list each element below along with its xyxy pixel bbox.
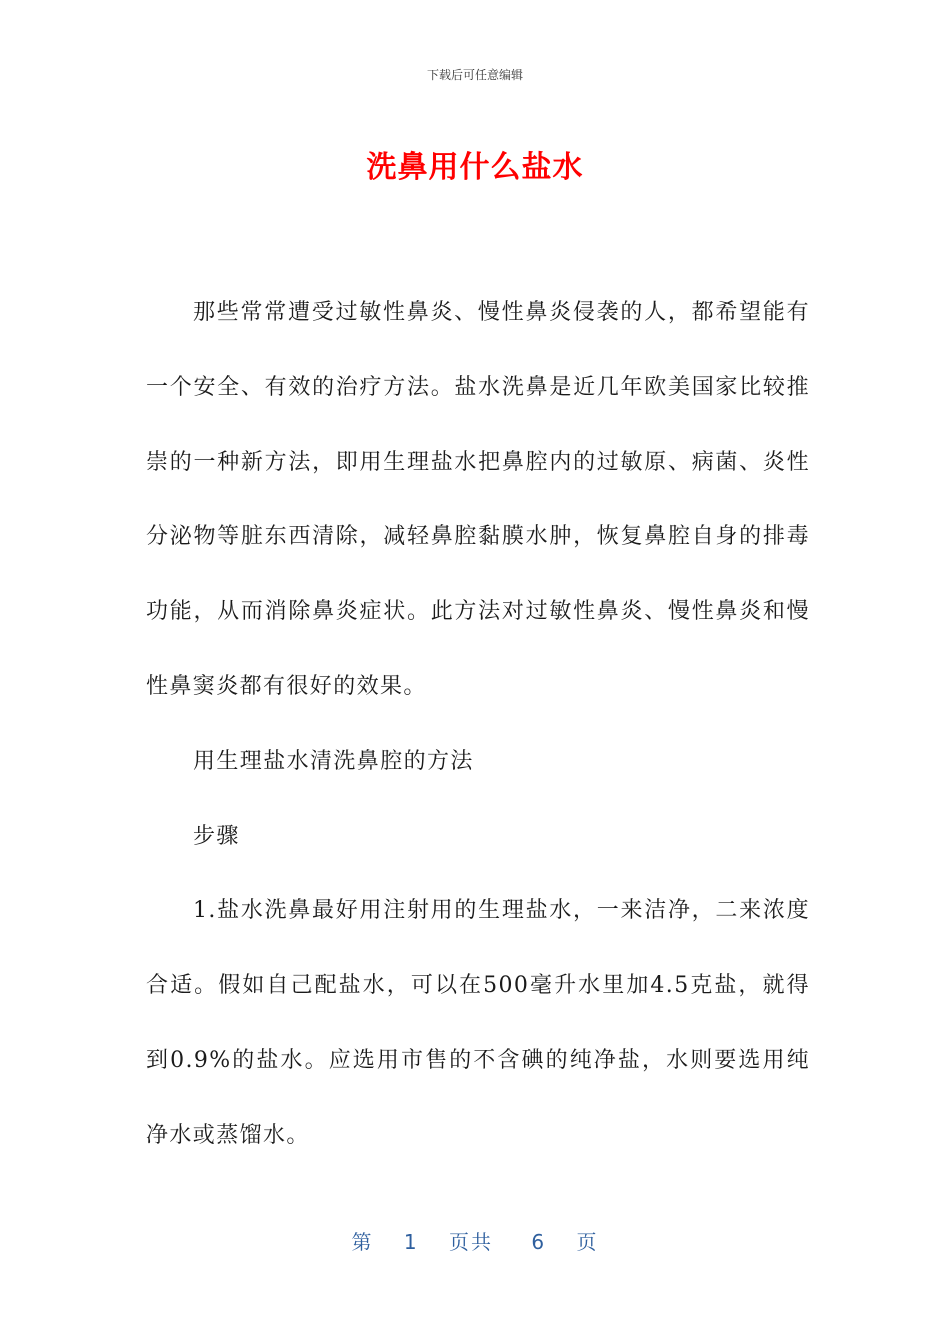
footer-current-page: 1 (403, 1230, 419, 1254)
document-body (146, 276, 810, 1174)
paragraph-steps-heading: 步骤 (193, 823, 240, 849)
paragraph-step-1: 1.盐水洗鼻最好用注射用的生理盐水，一来洁净，二来浓度合适。假如自己配盐水，可以在500毫升水里加4.5克盐，就得到0.9%的盐水。应选用市售的不含碘的纯净盐，水则要选用纯净水或蒸馏水。 (146, 898, 810, 1148)
paragraph-intro: 那些常常遭受过敏性鼻炎、慢性鼻炎侵袭的人，都希望能有一个安全、有效的治疗方法。盐水洗鼻是近几年欧美国家比较推崇的一种新方法，即用生理盐水把鼻腔内的过敏原、病菌、炎性分泌物等脏东西清除，减轻鼻腔黏膜水肿，恢复鼻腔自身的排毒功能，从而消除鼻炎症状。此方法对过敏性鼻炎、慢性鼻炎和慢性鼻窦炎都有很好的效果。 (146, 300, 810, 699)
page-footer (0, 1226, 950, 1255)
footer-prefix: 第 (351, 1230, 374, 1254)
footer-suffix: 页 (576, 1230, 599, 1254)
footer-middle: 页共 (449, 1230, 493, 1254)
paragraph-method-heading: 用生理盐水清洗鼻腔的方法 (193, 748, 474, 774)
document-title: 洗鼻用什么盐水 (366, 150, 584, 185)
footer-total-pages: 6 (531, 1230, 547, 1254)
header-note: 下载后可任意编辑 (426, 68, 523, 82)
